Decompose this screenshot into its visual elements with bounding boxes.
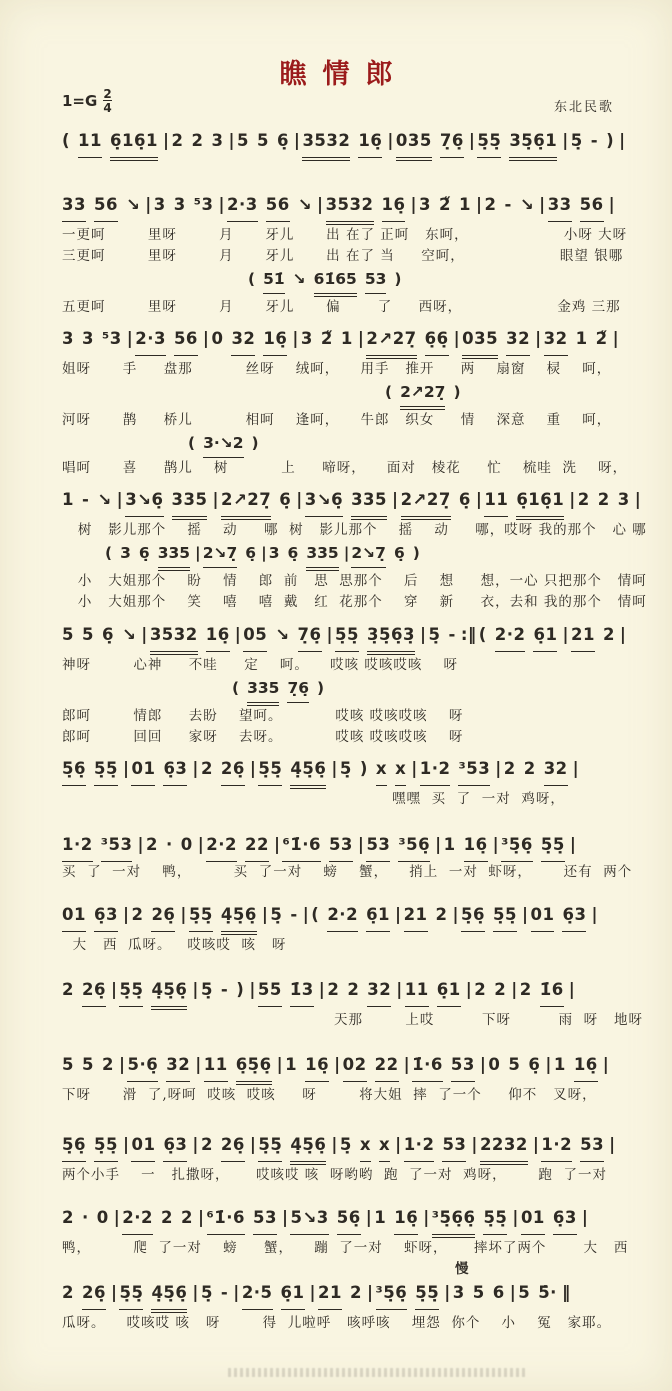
score-line <box>62 126 646 161</box>
song-source-label: 东北民歌 <box>553 100 614 115</box>
song-title: 瞧情郎 <box>279 59 409 90</box>
score-line <box>62 830 646 883</box>
score-line <box>62 485 646 613</box>
lyric-row: 树 影儿那个 摇 动 哪 树 影儿那个 摇 动 哪，哎呀 我的那个 心 哪 <box>62 522 647 538</box>
score-line <box>62 1260 646 1334</box>
lyric-row: 买 了 一对 鸭， 买 了一对 螃 蟹， 捎上 一对 虾呀， 还有 两个 <box>62 864 633 880</box>
lyric-row: 唱呵 喜 鹊儿 树 上 啼呀， 面对 棱花 忙 梳哇 洗 呀， <box>62 460 628 476</box>
notation-row: 5 5 6̣ ↘ | 3532 16̣ | 05 ↘ 7̣6̣ | 5̣5̣ 3̣5̣6̣3̣ | 5̣ - :‖ ( 2·2 6̣1 | 21 2 | <box>62 620 646 655</box>
lyric-row: 大 西 瓜呀。 哎咳哎 咳 呀 <box>62 937 287 953</box>
notation-row: 2 · 0 | 2·2 2 2 | ⁶1̇·6 53 | 5↘3 56̣ | 1 16̣ | ³5̣6̣6̣ 5̣5̣ | 01 6̣3 | <box>62 1203 646 1238</box>
score-line <box>62 754 646 810</box>
key-signature: 1=G <box>62 92 98 110</box>
score-line <box>62 190 646 318</box>
lyric-row: 河呀 鹊 桥儿 相呵 逢呵， 牛郎 织女 情 深意 重 呵， <box>62 412 612 428</box>
notation-row: 5̣6̣ 5̣5̣ | 01 6̣3 | 2 26̣ | 5̣5̣ 4̣5̣6̣ | 5̣ ) x x | 1·2 ³53 | 2 2 32 | <box>62 754 646 789</box>
notation-row: 01 6̣3 | 2 26̣ | 5̣5̣ 4̣5̣6̣ | 5̣ - | ( 2·2 6̣1 | 21 2 | 5̣6̣ 5̣5̣ | 01 6̣3 | <box>62 900 646 935</box>
notation-row: 33 56 ↘ | 3 3 ⁵3 | 2·3 56 ↘ | 3532 16̣ | 3 2̋ 1 | 2 - ↘ | 33 56 | <box>62 190 646 225</box>
notation-row: 1 - ↘ | 3↘6̣ 335 | 2↗27̣ 6̣ | 3↘6̣ 335 | 2↗27̣ 6̣ | 11 6̣16̣1 | 2 2 3 | <box>62 485 646 520</box>
lyric-row: 郎呵 情郎 去盼 望呵。 哎咳 哎咳哎咳 呀 <box>62 708 464 724</box>
notation-row: 5̣6̣ 5̣5̣ | 01 6̣3 | 2 26̣ | 5̣5̣ 4̣5̣6̣ | 5̣ x x | 1·2 53 | 2232 | 1·2 53 | <box>62 1130 646 1165</box>
lyric-row: 郎呵 回回 家呀 去呀。 哎咳 哎咳哎咳 呀 <box>62 729 464 745</box>
notation-row: 2 26̣ | 5̣5̣ 4̣5̣6̣ | 5̣ - ) | 55 1̇3 | 2 2 32 | 11 6̣1 | 2 2 | 2 1̇6 | <box>62 975 646 1010</box>
lyric-row: 瓜呀。 哎咳哎 咳 呀 得 儿啦呼 咳呼咳 埋怨 你个 小 冤 家耶。 <box>62 1315 612 1331</box>
score-line <box>62 620 646 748</box>
lyric-row: 三更呵 里呀 月 牙儿 出 在了 当 空呵， 眼望 银哪 <box>62 248 624 264</box>
notation-row: 5 5 2 | 5·6̣ 32 | 11 6̣5̣6̣ | 1 16̣ | 02 22 | 1̇·6 53 | 0 5 6̣ | 1 16̣ | <box>62 1050 646 1085</box>
interlude-row: ( 3 6̣ 335 | 2↘7̣ 6̣ | 3 6̣ 335 | 2↘7̣ 6̣ ) <box>105 541 646 571</box>
lyric-row: 鸭， 爬 了一对 螃 蟹， 蹦 了一对 虾呀， 摔坏了两个 大 西 <box>62 1240 629 1256</box>
score-line <box>62 900 646 956</box>
notation-row: 3 3 ⁵3 | 2·3 56 | 0 32 16̣ | 3 2̋ 1 | 2↗27̣ 6̣6̣ | 035 32 | 32 1 2̋ | <box>62 324 646 359</box>
score-line <box>62 1203 646 1259</box>
score-line <box>62 324 646 479</box>
interlude-row: ( 335 7̣6̣ ) <box>232 676 646 706</box>
lyric-row: 小 大姐那个 盼 情 郎 前 思 思那个 后 想 想，一心 只把那个 情呵 <box>62 573 647 589</box>
time-numerator: 2 <box>103 87 112 101</box>
lyric-row: 小 大姐那个 笑 嘻 嘻 戴 红 花那个 穿 新 衣，去和 我的那个 情呵 <box>62 594 647 610</box>
notation-row: 1·2 ³53 | 2 · 0 | 2·2 22 | ⁶1̇·6 53 | 53 ³56̣ | 1 16̣ | ³5̣6̣ 5̣5̣ | <box>62 830 646 862</box>
lyric-row: 嘿嘿 买 了 一对 鸡呀， <box>392 791 565 807</box>
score-line <box>62 1050 646 1106</box>
footer-faint-text <box>228 1368 528 1377</box>
score-line <box>62 1130 646 1186</box>
interlude-row: ( 51̇ ↘ 61̇65 53 ) <box>248 267 646 297</box>
lyric-row: 一更呵 里呀 月 牙儿 出 在了 正呵 东呵， 小呀 大呀 <box>62 227 628 243</box>
lyric-row: 五更呵 里呀 月 牙儿 偏 了 西呀， 金鸡 三那 <box>62 299 621 315</box>
notation-row: ( 11 6̣16̣1 | 2 2 3 | 5 5 6̣ | 3532 16̣ | 035 7̣6̣ | 5̣5̣ 35̣6̣1 | 5̣ - ) | <box>62 126 646 161</box>
score-line <box>62 975 646 1031</box>
lyric-row: 天那 上哎 下呀 雨 呀 地呀 <box>334 1012 644 1028</box>
time-denominator: 4 <box>103 101 112 115</box>
tempo-mark: 慢 <box>455 1261 469 1277</box>
lyric-row: 两个小手 一 扎撒呀， 哎咳哎 咳 呀哟哟 跑 了一对 鸡呀， 跑 了一对 <box>62 1167 607 1183</box>
interlude-row: ( 3·↘2 ) <box>188 431 646 458</box>
interlude-row: ( 2↗27̣ ) <box>385 380 646 410</box>
lyric-row: 姐呀 手 盘那 丝呀 绒呵， 用手 推开 两 扇窗 棂 呵， <box>62 361 612 377</box>
lyric-row: 下呀 滑 了,呀呵 哎咳 哎咳 呀 将大姐 摔 了一个 仰不 叉呀， <box>62 1087 597 1103</box>
lyric-row: 神呀 心神 不哇 定 呵。 哎咳 哎咳哎咳 呀 <box>62 657 459 673</box>
notation-row: 2 26̣ | 5̣5̣ 4̣5̣6̣ | 5̣ - | 2·5 6̣1 | 21 2 | ³5̣6̣ 5̣5̣ | 3 5 6 | 5 5̇· ‖ <box>62 1278 646 1313</box>
